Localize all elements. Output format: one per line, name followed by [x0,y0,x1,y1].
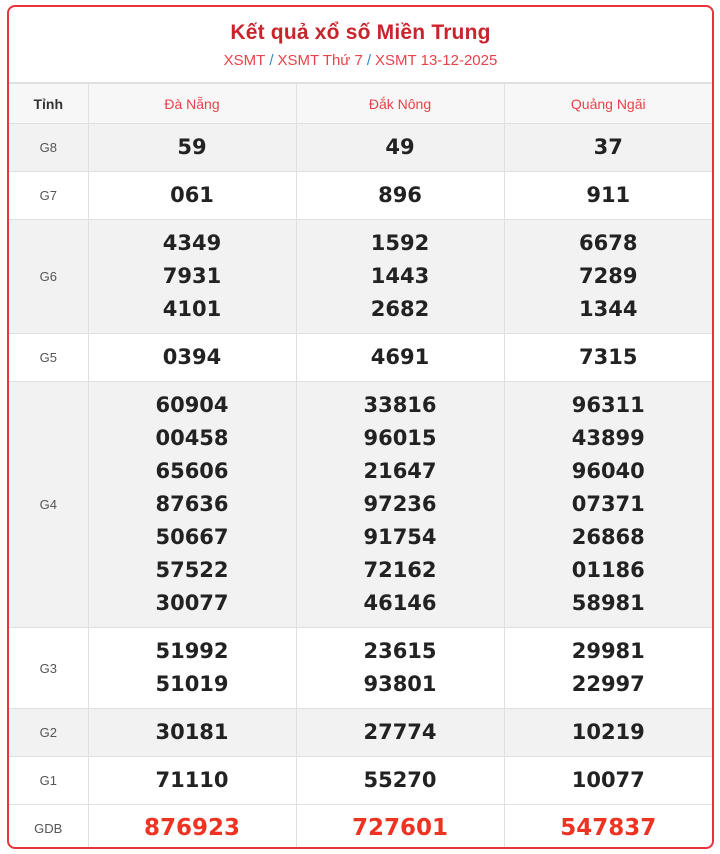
prize-cell [504,124,712,172]
prize-cell [88,220,296,334]
prize-cell [296,757,504,805]
prize-number: 4691 [370,345,430,369]
prize-number: 46146 [363,591,437,615]
prize-number: 57522 [155,558,229,582]
prize-number: 60904 [155,393,229,417]
prize-cell [88,172,296,220]
prize-cell [296,334,504,382]
prize-number: 7315 [579,345,638,369]
prize-cell [296,382,504,628]
results-header [9,7,712,83]
breadcrumb-xsmt-date[interactable]: XSMT 13-12-2025 [375,52,498,69]
page-title: Kết quả xổ số Miền Trung [230,21,491,44]
prize-cell [504,805,712,850]
prize-number: 896 [378,183,422,207]
prize-number: 4101 [162,297,222,321]
prize-label: G3 [9,628,88,709]
results-card [7,5,714,849]
prize-number: 91754 [363,525,437,549]
prize-number: 10219 [571,720,645,744]
prize-number: 49 [385,135,415,159]
prize-number: 27774 [363,720,437,744]
breadcrumb-separator: / [366,52,372,69]
prize-number: 65606 [155,459,229,483]
breadcrumb-xsmt[interactable]: XSMT [223,52,266,69]
prize-number: 30077 [155,591,229,615]
column-header-province: Tỉnh [9,84,88,124]
prize-number: 07371 [571,492,645,516]
prize-cell [504,172,712,220]
prize-label: G1 [9,757,88,805]
prize-label: G6 [9,220,88,334]
prize-number: 00458 [155,426,229,450]
prize-label: G2 [9,709,88,757]
prize-number: 21647 [363,459,437,483]
prize-label: G8 [9,124,88,172]
prize-number: 55270 [363,768,437,792]
prize-number: 22997 [571,672,645,696]
prize-number: 97236 [363,492,437,516]
prize-number: 96311 [571,393,645,417]
prize-number: 51019 [155,672,229,696]
prize-number: 33816 [363,393,437,417]
table-header-row [9,84,712,124]
prize-number: 30181 [155,720,229,744]
special-prize-number: 727601 [351,815,449,841]
prize-cell [504,382,712,628]
prize-number: 23615 [363,639,437,663]
prize-number: 96015 [363,426,437,450]
special-prize-number: 876923 [143,815,241,841]
prize-cell [296,172,504,220]
prize-number: 0394 [162,345,222,369]
prize-number: 01186 [571,558,645,582]
prize-number: 1344 [579,297,638,321]
prize-cell [88,709,296,757]
prize-cell [504,220,712,334]
table-row [9,382,712,628]
prize-cell [296,805,504,850]
prize-cell [504,709,712,757]
table-row [9,805,712,850]
prize-number: 6678 [579,231,638,255]
results-table [9,83,712,849]
prize-number: 7931 [162,264,222,288]
prize-number: 93801 [363,672,437,696]
prize-cell [88,382,296,628]
prize-number: 2682 [370,297,430,321]
prize-label: G5 [9,334,88,382]
prize-cell [88,757,296,805]
prize-number: 58981 [571,591,645,615]
prize-number: 50667 [155,525,229,549]
prize-label: GDB [9,805,88,850]
prize-cell [88,124,296,172]
prize-number: 59 [177,135,207,159]
prize-number: 10077 [571,768,645,792]
breadcrumb [9,52,712,69]
prize-cell [88,805,296,850]
prize-number: 37 [593,135,623,159]
column-header-quang-ngai[interactable]: Quảng Ngãi [504,84,712,124]
prize-cell [504,757,712,805]
prize-cell [88,334,296,382]
prize-cell [296,709,504,757]
prize-cell [296,220,504,334]
breadcrumb-separator: / [269,52,274,69]
table-row [9,709,712,757]
prize-number: 87636 [155,492,229,516]
table-row [9,124,712,172]
column-header-dak-nong[interactable]: Đắk Nông [296,84,504,124]
prize-cell [296,124,504,172]
breadcrumb-xsmt-thu-7[interactable]: XSMT Thứ 7 [277,52,363,69]
prize-label: G4 [9,382,88,628]
table-row [9,220,712,334]
prize-number: 96040 [571,459,645,483]
prize-number: 72162 [363,558,437,582]
prize-number: 1443 [370,264,430,288]
prize-number: 4349 [162,231,222,255]
column-header-da-nang[interactable]: Đà Nẵng [88,84,296,124]
table-row [9,757,712,805]
prize-number: 7289 [579,264,638,288]
table-row [9,628,712,709]
special-prize-number: 547837 [560,815,657,841]
prize-cell [504,334,712,382]
prize-number: 911 [586,183,631,207]
prize-label: G7 [9,172,88,220]
prize-number: 71110 [155,768,229,792]
prize-number: 51992 [155,639,229,663]
table-row [9,172,712,220]
prize-cell [88,628,296,709]
prize-number: 29981 [571,639,645,663]
prize-number: 061 [170,183,214,207]
prize-cell [504,628,712,709]
prize-cell [296,628,504,709]
table-row [9,334,712,382]
prize-number: 1592 [370,231,430,255]
prize-number: 26868 [571,525,645,549]
prize-number: 43899 [571,426,645,450]
